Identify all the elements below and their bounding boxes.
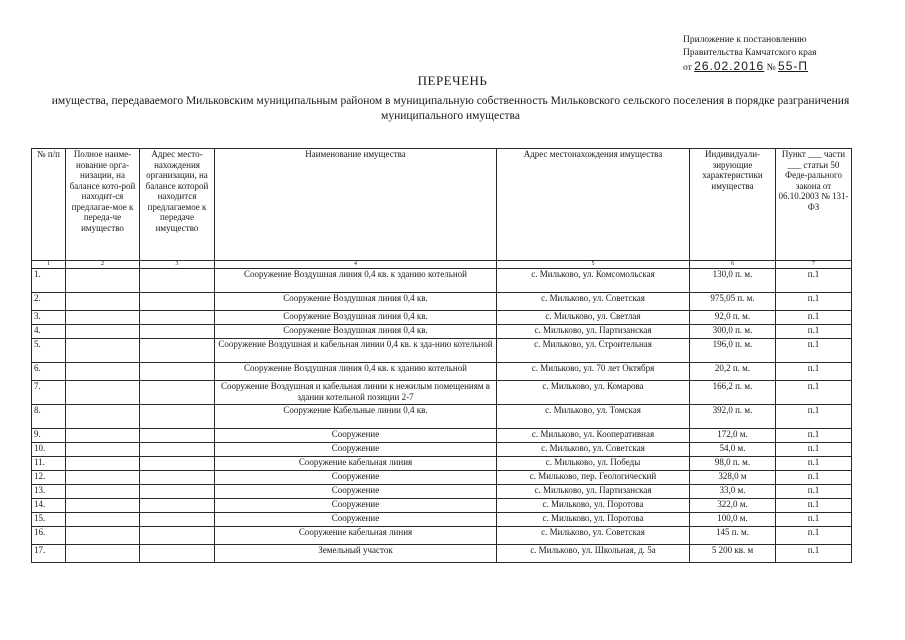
cell-property-address: с. Мильково, ул. Кооперативная — [497, 429, 690, 443]
cell-organization — [66, 405, 140, 429]
table-row — [32, 513, 852, 527]
cell-number: 9. — [32, 429, 66, 443]
cell-characteristics: 100,0 м. — [690, 513, 776, 527]
table-row — [32, 405, 852, 429]
table-body — [32, 269, 852, 563]
header-property-name: Наименование имущества — [215, 149, 497, 261]
cell-law-point: п.1 — [776, 311, 852, 325]
cell-organization — [66, 381, 140, 405]
cell-law-point: п.1 — [776, 293, 852, 311]
cell-organization — [66, 339, 140, 363]
cell-organization-address — [140, 457, 215, 471]
cell-number: 17. — [32, 545, 66, 563]
cell-number: 1. — [32, 269, 66, 293]
cell-organization — [66, 499, 140, 513]
cell-organization — [66, 471, 140, 485]
cell-characteristics: 300,0 п. м. — [690, 325, 776, 339]
cell-law-point: п.1 — [776, 443, 852, 457]
cell-law-point: п.1 — [776, 499, 852, 513]
table-row — [32, 545, 852, 563]
table-row — [32, 381, 852, 405]
column-number: 1 — [32, 261, 66, 269]
header-organization: Полное наиме-нование орга-низации, на балансе кото-рой находит-ся предлагае-мое к переда-че имущество — [66, 149, 140, 261]
cell-characteristics: 196,0 п. м. — [690, 339, 776, 363]
header-characteristics: Индивидуали-зирующие характеристики имущества — [690, 149, 776, 261]
cell-property-address: с. Мильково, ул. Поротова — [497, 499, 690, 513]
cell-number: 13. — [32, 485, 66, 499]
column-number: 6 — [690, 261, 776, 269]
cell-number: 5. — [32, 339, 66, 363]
cell-property-name: Сооружение Воздушная линия 0,4 кв. — [215, 293, 497, 311]
cell-number: 7. — [32, 381, 66, 405]
appendix-line-1: Приложение к постановлению — [683, 35, 807, 45]
cell-characteristics: 975,05 п. м. — [690, 293, 776, 311]
cell-characteristics: 166,2 п. м. — [690, 381, 776, 405]
appendix-prefix: от — [683, 63, 692, 73]
header-number: № п/п — [32, 149, 66, 261]
cell-characteristics: 145 п. м. — [690, 527, 776, 545]
cell-property-address: с. Мильково, ул. Партизанская — [497, 485, 690, 499]
cell-number: 2. — [32, 293, 66, 311]
table-row — [32, 527, 852, 545]
cell-characteristics: 392,0 п. м. — [690, 405, 776, 429]
cell-law-point: п.1 — [776, 485, 852, 499]
cell-law-point: п.1 — [776, 363, 852, 381]
cell-number: 6. — [32, 363, 66, 381]
cell-organization-address — [140, 405, 215, 429]
column-number: 7 — [776, 261, 852, 269]
cell-property-name: Сооружение Воздушная и кабельная линии 0,4 кв. к зда-нию котельной — [215, 339, 497, 363]
cell-number: 15. — [32, 513, 66, 527]
table-row — [32, 311, 852, 325]
cell-property-name: Сооружение — [215, 429, 497, 443]
cell-organization-address — [140, 381, 215, 405]
document-subtitle: имущества, передаваемого Мильковским муниципальным районом в муниципальную собственность Мильковского сельского поселения в порядке разграничения муниципального имущества — [51, 95, 850, 122]
cell-law-point: п.1 — [776, 513, 852, 527]
cell-property-address: с. Мильково, ул. Школьная, д. 5а — [497, 545, 690, 563]
table-header-row — [32, 149, 852, 261]
cell-property-name: Сооружение — [215, 485, 497, 499]
cell-property-address: с. Мильково, ул. Строительная — [497, 339, 690, 363]
cell-organization-address — [140, 499, 215, 513]
cell-characteristics: 172,0 м. — [690, 429, 776, 443]
cell-organization — [66, 269, 140, 293]
cell-law-point: п.1 — [776, 429, 852, 443]
cell-organization — [66, 325, 140, 339]
cell-number: 10. — [32, 443, 66, 457]
column-number-row — [32, 261, 852, 269]
cell-organization — [66, 457, 140, 471]
cell-property-name: Сооружение — [215, 513, 497, 527]
cell-property-name: Сооружение Кабельные линии 0,4 кв. — [215, 405, 497, 429]
cell-law-point: п.1 — [776, 527, 852, 545]
cell-property-name: Сооружение Воздушная и кабельная линии к нежилым помещениям в здании котельной позиции 2-7 — [215, 381, 497, 405]
cell-number: 8. — [32, 405, 66, 429]
cell-property-name: Сооружение Воздушная линия 0,4 кв. — [215, 311, 497, 325]
cell-organization-address — [140, 363, 215, 381]
cell-organization — [66, 363, 140, 381]
cell-law-point: п.1 — [776, 545, 852, 563]
appendix-line-2: Правительства Камчатского края — [683, 48, 817, 58]
cell-organization-address — [140, 527, 215, 545]
table-row — [32, 471, 852, 485]
appendix-date: 26.02.2016 — [694, 59, 765, 73]
header-law-point: Пункт ___ части ___ статьи 50 Феде-рального закона от 06.10.2003 № 131-ФЗ — [776, 149, 852, 261]
table-row — [32, 429, 852, 443]
cell-property-address: с. Мильково, ул. Победы — [497, 457, 690, 471]
cell-organization-address — [140, 513, 215, 527]
table-row — [32, 499, 852, 513]
cell-law-point: п.1 — [776, 269, 852, 293]
table-row — [32, 339, 852, 363]
cell-organization-address — [140, 485, 215, 499]
cell-characteristics: 130,0 п. м. — [690, 269, 776, 293]
table-row — [32, 269, 852, 293]
cell-characteristics: 33,0 м. — [690, 485, 776, 499]
column-number: 5 — [497, 261, 690, 269]
cell-organization — [66, 443, 140, 457]
cell-characteristics: 322,0 м. — [690, 499, 776, 513]
appendix-number: 55-П — [778, 59, 809, 73]
cell-property-name: Сооружение Воздушная линия 0,4 кв. к зданию котельной — [215, 269, 497, 293]
cell-organization — [66, 527, 140, 545]
cell-organization-address — [140, 443, 215, 457]
cell-organization-address — [140, 293, 215, 311]
cell-organization-address — [140, 325, 215, 339]
property-table — [31, 148, 852, 563]
appendix-note — [683, 34, 883, 75]
cell-number: 12. — [32, 471, 66, 485]
cell-characteristics: 98,0 п. м. — [690, 457, 776, 471]
cell-characteristics: 20,2 п. м. — [690, 363, 776, 381]
cell-property-address: с. Мильково, ул. 70 лет Октября — [497, 363, 690, 381]
cell-law-point: п.1 — [776, 471, 852, 485]
cell-property-name: Сооружение — [215, 499, 497, 513]
cell-organization-address — [140, 311, 215, 325]
cell-organization-address — [140, 339, 215, 363]
cell-property-address: с. Мильково, ул. Томская — [497, 405, 690, 429]
cell-property-address: с. Мильково, ул. Партизанская — [497, 325, 690, 339]
cell-organization — [66, 513, 140, 527]
cell-property-address: с. Мильково, ул. Советская — [497, 293, 690, 311]
cell-number: 3. — [32, 311, 66, 325]
cell-property-name: Земельный участок — [215, 545, 497, 563]
header-property-address: Адрес местонахождения имущества — [497, 149, 690, 261]
column-number: 3 — [140, 261, 215, 269]
cell-law-point: п.1 — [776, 457, 852, 471]
cell-property-name: Сооружение кабельная линия — [215, 527, 497, 545]
cell-number: 11. — [32, 457, 66, 471]
cell-property-name: Сооружение — [215, 443, 497, 457]
cell-property-address: с. Мильково, ул. Комарова — [497, 381, 690, 405]
table-row — [32, 443, 852, 457]
cell-organization — [66, 429, 140, 443]
cell-characteristics: 54,0 м. — [690, 443, 776, 457]
cell-organization-address — [140, 429, 215, 443]
table-row — [32, 293, 852, 311]
cell-property-name: Сооружение Воздушная линия 0,4 кв. — [215, 325, 497, 339]
cell-property-address: с. Мильково, ул. Комсомольская — [497, 269, 690, 293]
table-row — [32, 363, 852, 381]
table-row — [32, 457, 852, 471]
cell-property-address: с. Мильково, пер. Геологический — [497, 471, 690, 485]
cell-number: 4. — [32, 325, 66, 339]
table-row — [32, 325, 852, 339]
cell-law-point: п.1 — [776, 325, 852, 339]
cell-property-address: с. Мильково, ул. Советская — [497, 527, 690, 545]
cell-law-point: п.1 — [776, 381, 852, 405]
table-row — [32, 485, 852, 499]
document-title: ПЕРЕЧЕНЬ — [417, 73, 488, 88]
cell-characteristics: 92,0 п. м. — [690, 311, 776, 325]
cell-number: 14. — [32, 499, 66, 513]
cell-law-point: п.1 — [776, 405, 852, 429]
cell-property-name: Сооружение Воздушная линия 0,4 кв. к зданию котельной — [215, 363, 497, 381]
cell-organization-address — [140, 471, 215, 485]
cell-organization — [66, 485, 140, 499]
column-number: 2 — [66, 261, 140, 269]
cell-organization-address — [140, 545, 215, 563]
cell-characteristics: 328,0 м — [690, 471, 776, 485]
cell-property-name: Сооружение — [215, 471, 497, 485]
column-number: 4 — [215, 261, 497, 269]
cell-property-address: с. Мильково, ул. Советская — [497, 443, 690, 457]
cell-number: 16. — [32, 527, 66, 545]
appendix-number-label: № — [766, 63, 776, 73]
cell-organization — [66, 293, 140, 311]
cell-property-address: с. Мильково, ул. Поротова — [497, 513, 690, 527]
header-organization-address: Адрес место-нахождения организации, на балансе которой находится предлагаемое к передаче имущество — [140, 149, 215, 261]
cell-organization — [66, 545, 140, 563]
cell-property-address: с. Мильково, ул. Светлая — [497, 311, 690, 325]
cell-organization-address — [140, 269, 215, 293]
cell-property-name: Сооружение кабельная линия — [215, 457, 497, 471]
cell-organization — [66, 311, 140, 325]
cell-characteristics: 5 200 кв. м — [690, 545, 776, 563]
cell-law-point: п.1 — [776, 339, 852, 363]
